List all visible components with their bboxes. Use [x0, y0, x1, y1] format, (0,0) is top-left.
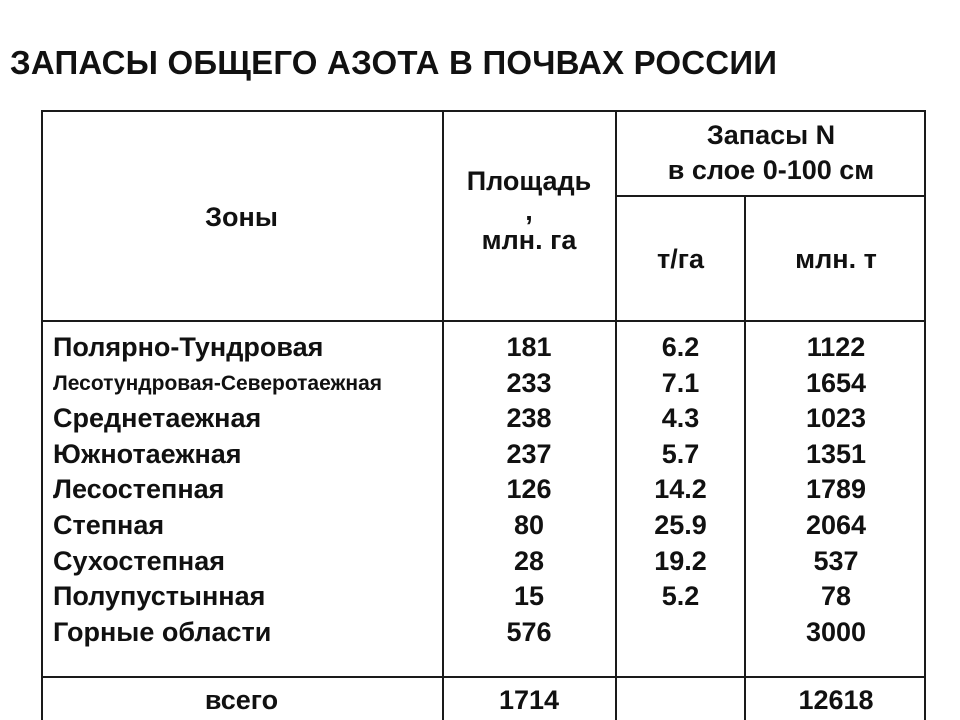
mln-t-column	[746, 330, 926, 650]
header-area-line2: ,	[525, 196, 533, 226]
header-t-per-ha: т/га	[657, 244, 704, 274]
zone-name: Полярно-Тундровая	[53, 332, 324, 362]
zone-name: Степная	[53, 509, 165, 540]
area-value: 233	[506, 367, 552, 398]
zones-column	[53, 330, 382, 650]
t-per-ha-value: 5.7	[661, 438, 700, 469]
t-per-ha-value: 25.9	[654, 509, 707, 540]
zone-name: Полупустынная	[53, 581, 266, 612]
area-column	[442, 330, 616, 650]
header-subdivider	[616, 195, 926, 197]
mln-t-value: 78	[820, 581, 852, 612]
zone-name: Южнотаежная	[53, 438, 242, 469]
total-area: 1714	[498, 685, 560, 715]
header-reserves-line1: Запасы N	[706, 120, 836, 150]
t-per-ha-value: 19.2	[654, 545, 707, 576]
area-value: 28	[513, 545, 545, 576]
header-reserves-line2: в слое 0-100 см	[667, 155, 875, 185]
mln-t-value: 1351	[805, 438, 867, 469]
total-row-border	[41, 676, 926, 678]
area-value: 126	[506, 474, 552, 505]
t-per-ha-value: 6.2	[661, 332, 700, 362]
area-value: 237	[506, 438, 552, 469]
zone-name: Лесостепная	[53, 474, 225, 505]
nitrogen-table	[41, 110, 926, 720]
header-mln-t: млн. т	[795, 244, 877, 274]
zone-name: Сухостепная	[53, 545, 225, 576]
t-per-ha-value: 5.2	[661, 581, 700, 612]
page-title: ЗАПАСЫ ОБЩЕГО АЗОТА В ПОЧВАХ РОССИИ	[10, 44, 778, 81]
t-per-ha-value: 7.1	[661, 367, 700, 398]
zone-name: Среднетаежная	[53, 403, 262, 434]
header-bottom-border	[41, 320, 926, 322]
mln-t-value: 3000	[805, 616, 867, 647]
mln-t-value: 1122	[806, 332, 866, 362]
header-reserves	[616, 118, 926, 188]
header-area-line1: Площадь	[466, 166, 592, 196]
t-per-ha-value: 14.2	[654, 474, 707, 505]
t-per-ha-value	[616, 615, 745, 651]
area-value: 181	[506, 332, 552, 362]
header-area-line3: млн. га	[481, 225, 577, 255]
total-mln-t: 12618	[798, 685, 874, 715]
area-value: 15	[513, 581, 545, 612]
area-value: 80	[513, 509, 545, 540]
mln-t-value: 1789	[805, 474, 867, 505]
header-area	[442, 164, 616, 258]
header-zones: Зоны	[205, 202, 278, 232]
t-per-ha-value: 4.3	[661, 403, 700, 434]
mln-t-value: 1654	[805, 367, 867, 398]
area-value: 238	[506, 403, 552, 434]
mln-t-value: 2064	[805, 509, 867, 540]
zone-name: Лесотундровая-Северотаежная	[53, 371, 382, 395]
mln-t-value: 1023	[805, 403, 867, 434]
total-label: всего	[204, 685, 279, 715]
mln-t-value: 537	[813, 545, 859, 576]
zone-name: Горные области	[53, 616, 272, 647]
t-per-ha-column	[616, 330, 745, 650]
table-border-top	[41, 110, 926, 112]
area-value: 576	[506, 616, 552, 647]
